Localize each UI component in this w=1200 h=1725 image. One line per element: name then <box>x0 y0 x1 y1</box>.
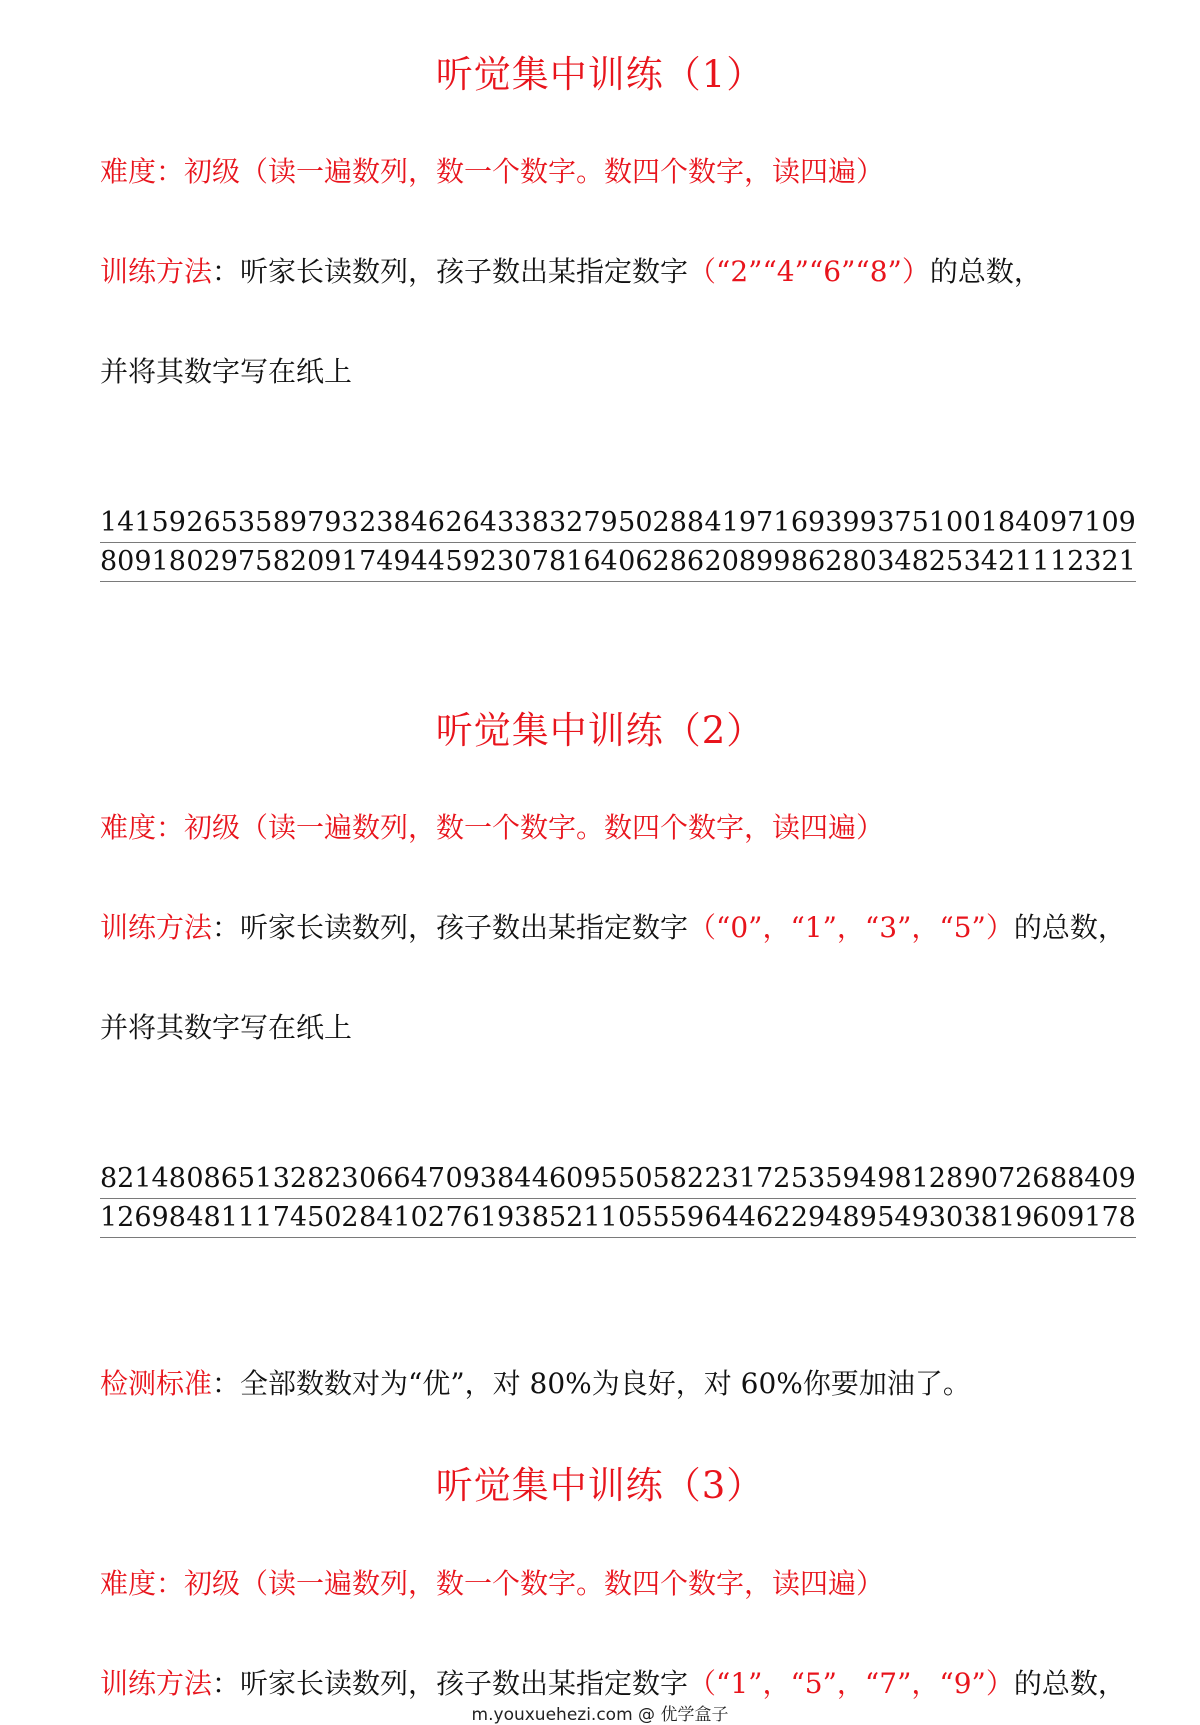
method-text: 听家长读数列，孩子数出某指定数字 <box>240 255 689 288</box>
section-1-title: 听觉集中训练（1） <box>435 53 765 96</box>
section-3-difficulty: 难度：初级（读一遍数列，数一个数字。数四个数字，读四遍） <box>100 1567 885 1600</box>
digit-group: 98128 <box>877 1163 964 1194</box>
digit-group: 48111 <box>186 1202 273 1233</box>
section-2-method-line2: 并将其数字写在纸上 <box>100 1011 353 1044</box>
method-colon: ： <box>212 1667 241 1700</box>
digit-group: 64462 <box>704 1202 791 1233</box>
method-end: 的总数， <box>1013 1667 1126 1700</box>
digit-group: 34211 <box>963 546 1050 577</box>
method-text: 听家长读数列，孩子数出某指定数字 <box>240 911 689 944</box>
standard-label: 检测标准 <box>100 1367 213 1400</box>
digit-row <box>100 543 1136 582</box>
digit-group: 88409 <box>1049 1163 1136 1194</box>
digit-group: 50582 <box>618 1163 705 1194</box>
digit-group: 59230 <box>445 546 532 577</box>
digit-group: 01840 <box>963 507 1050 538</box>
digit-group: 32823 <box>272 1163 359 1194</box>
digit-group: 37510 <box>877 507 964 538</box>
method-label: 训练方法 <box>100 911 213 944</box>
digit-group: 89793 <box>272 507 359 538</box>
digit-group: 41971 <box>704 507 791 538</box>
digit-group: 09178 <box>1049 1202 1136 1233</box>
digit-group: 23846 <box>359 507 445 538</box>
method-text: 听家长读数列，孩子数出某指定数字 <box>240 1667 689 1700</box>
digit-group: 69399 <box>790 507 877 538</box>
section-3-title: 听觉集中训练（3） <box>435 1464 765 1507</box>
digit-group: 12698 <box>100 1202 186 1233</box>
digit-group: 90726 <box>963 1163 1050 1194</box>
digit-group: 84102 <box>359 1202 445 1233</box>
method-label: 训练方法 <box>100 1667 213 1700</box>
digit-group: 02975 <box>186 546 273 577</box>
digit-group: 74944 <box>359 546 445 577</box>
section-2-difficulty: 难度：初级（读一遍数列，数一个数字。数四个数字，读四遍） <box>100 811 885 844</box>
digit-group: 86280 <box>790 546 877 577</box>
digit-group: 14159 <box>100 507 186 538</box>
section-1-difficulty: 难度：初级（读一遍数列，数一个数字。数四个数字，读四遍） <box>100 155 885 188</box>
method-targets: （“1”，“5”，“7”，“9”） <box>688 1667 1014 1700</box>
standard-text: ：全部数数对为“优”，对 80%为良好，对 60%你要加油了。 <box>212 1367 971 1400</box>
digit-group: 05559 <box>618 1202 705 1233</box>
section-1-method <box>100 252 1042 292</box>
digit-row <box>100 504 1136 543</box>
footer-watermark: m.youxuehezi.com @ 优学盒子 <box>471 1705 729 1725</box>
method-targets: （“2”“4”“6”“8”） <box>688 255 930 288</box>
digit-group: 50288 <box>618 507 705 538</box>
digit-group: 12321 <box>1049 546 1136 577</box>
digit-group: 06647 <box>359 1163 445 1194</box>
digit-group: 82148 <box>100 1163 186 1194</box>
digit-group: 26535 <box>186 507 273 538</box>
digit-group: 20899 <box>704 546 791 577</box>
digit-group: 34825 <box>877 546 964 577</box>
digit-group: 38196 <box>963 1202 1050 1233</box>
digit-group: 29489 <box>790 1202 877 1233</box>
digit-group: 54930 <box>877 1202 964 1233</box>
method-targets: （“0”，“1”，“3”，“5”） <box>688 911 1014 944</box>
section-2-title: 听觉集中训练（2） <box>435 709 765 752</box>
digit-group: 76193 <box>445 1202 532 1233</box>
digit-group: 83279 <box>531 507 618 538</box>
digit-group: 53594 <box>790 1163 877 1194</box>
digit-group: 26433 <box>445 507 532 538</box>
method-label: 训练方法 <box>100 255 213 288</box>
digit-group: 09384 <box>445 1163 532 1194</box>
section-1-method-line2: 并将其数字写在纸上 <box>100 355 353 388</box>
method-end: 的总数， <box>929 255 1042 288</box>
method-end: 的总数， <box>1013 911 1126 944</box>
section-2-method <box>100 908 1126 948</box>
digit-row <box>100 1160 1136 1199</box>
digit-row <box>100 1199 1136 1238</box>
digit-group: 80918 <box>100 546 186 577</box>
digit-group: 08651 <box>186 1163 273 1194</box>
digit-group: 06286 <box>618 546 705 577</box>
digit-group: 97109 <box>1049 507 1136 538</box>
digit-group: 46095 <box>531 1163 618 1194</box>
digit-group: 74502 <box>272 1202 359 1233</box>
method-colon: ： <box>212 911 241 944</box>
digit-group: 78164 <box>531 546 618 577</box>
digit-group: 82091 <box>272 546 359 577</box>
section-3-method <box>100 1664 1126 1704</box>
method-colon: ： <box>212 255 241 288</box>
section-2-standard <box>100 1364 971 1404</box>
digit-group: 85211 <box>531 1202 618 1233</box>
digit-group: 23172 <box>704 1163 791 1194</box>
